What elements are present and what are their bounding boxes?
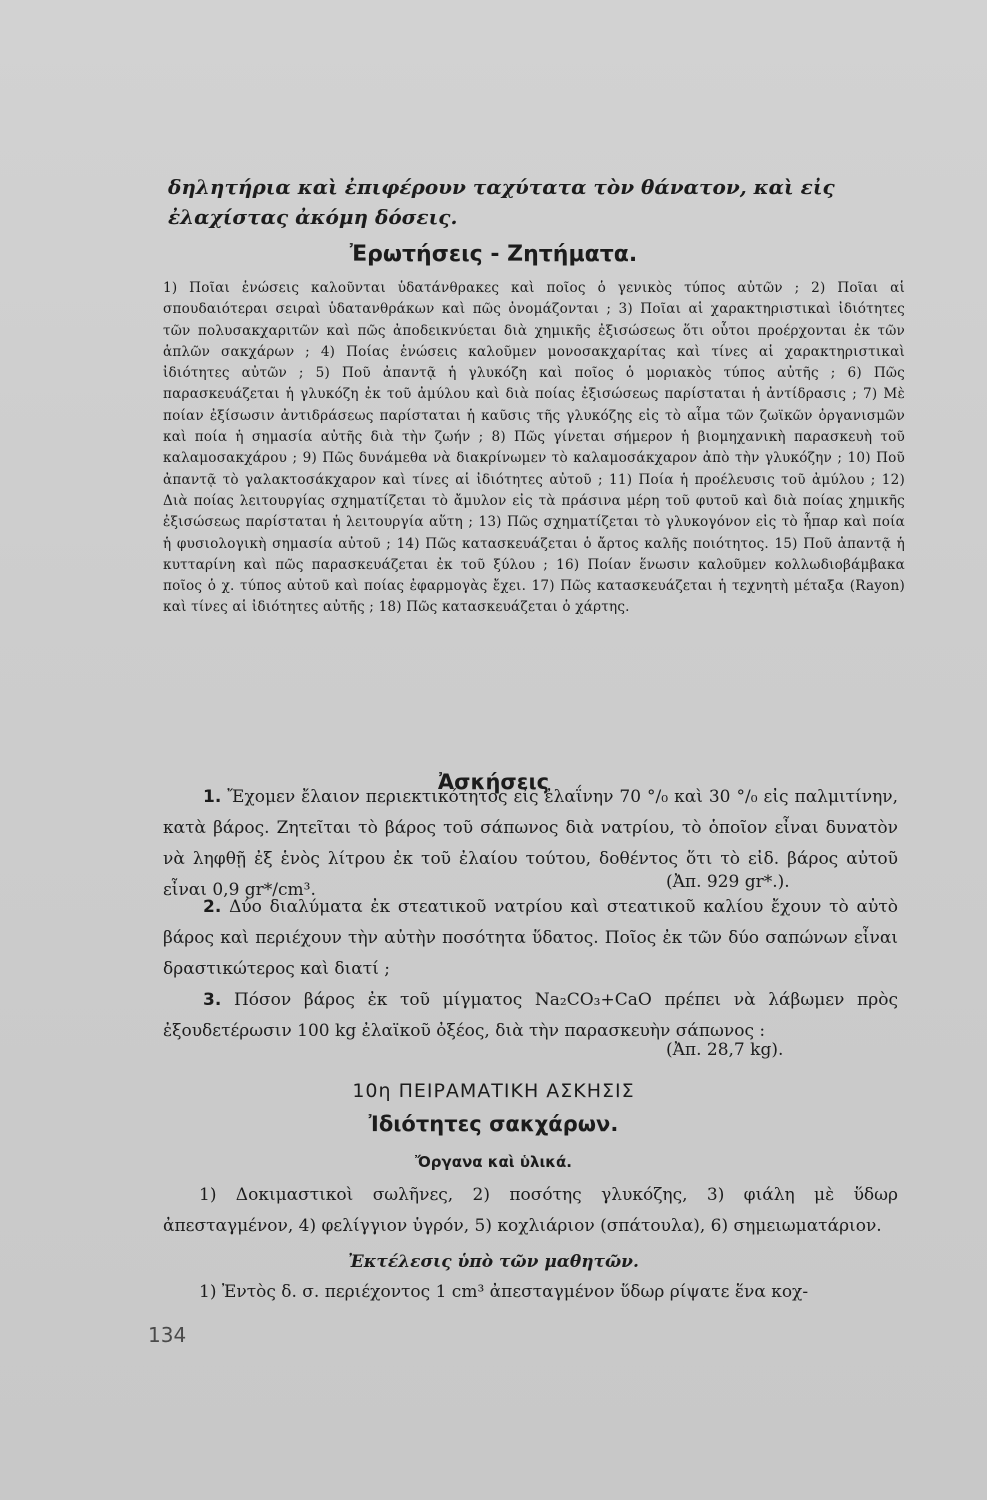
materials-heading: Ὄργανα καὶ ὑλικά. xyxy=(415,1153,572,1171)
questions-heading: Ἐρωτήσεις - Ζητήματα. xyxy=(349,242,638,267)
exercise-2 xyxy=(163,892,898,985)
exercise-number: 2. xyxy=(203,897,222,917)
lab-section-number: 10η ΠΕΙΡΑΜΑΤΙΚΗ ΑΣΚΗΣΙΣ xyxy=(352,1080,635,1102)
lab-title: Ἰδιότητες σακχάρων. xyxy=(368,1112,619,1136)
exercise-3 xyxy=(163,985,898,1047)
exercise-text: Δύο διαλύματα ἐκ στεατικοῦ νατρίου καὶ στεατικοῦ καλίου ἔχουν τὸ αὐτὸ βάρος καὶ περιέχουν τὴν αὐτὴν ποσότητα ὕδατος. Ποῖος ἐκ τῶν δύο σαπώνων εἶναι δραστικώτερος καὶ διατί ; xyxy=(163,897,898,979)
execution-text: 1) Ἐντὸς δ. σ. περιέχοντος 1 cm³ ἀπεσταγμένον ὕδωρ ρίψατε ἕνα κοχ- xyxy=(199,1282,809,1302)
questions-text: 1) Ποῖαι ἑνώσεις καλοῦνται ὑδατάνθρακες καὶ ποῖος ὁ γενικὸς τύπος αὐτῶν ; 2) Ποῖαι αἱ σπουδαιότεραι σειραὶ ὑδατανθράκων καὶ πῶς ὀνομάζονται ; 3) Ποῖαι αἱ χαρακτηριστικαὶ ἰδιότητες τῶν πολυσακχαριτῶν καὶ πῶς ἀποδεικνύεται διὰ χημικῆς ἐξισώσεως ὅτι οὗτοι προέρχονται ἐκ τῶν ἁπλῶν σακχάρων ; 4) Ποίας ἑνώσεις καλοῦμεν μονοσακχαρίτας καὶ τίνες αἱ χαρακτηριστικαὶ ἰδιότητες αὐτῶν ; 5) Ποῦ ἀπαντᾷ ἡ γλυκόζη καὶ ποῖος ὁ μοριακὸς τύπος αὐτῆς ; 6) Πῶς παρασκευάζεται ἡ γλυκόζη ἐκ τοῦ ἀμύλου καὶ διὰ ποίας ἐξισώσεως παρίσταται ἡ ἀντίδρασις ; 7) Μὲ ποίαν ἐξίσωσιν ἀντιδράσεως παρίσταται ἡ καῦσις τῆς γλυκόζης εἰς τὸ αἷμα τῶν ζωϊκῶν ὀργανισμῶν καὶ ποία ἡ σημασία αὐτῆς διὰ τὴν ζωήν ; 8) Πῶς γίνεται σήμερον ἡ βιομηχανικὴ παρασκευὴ τοῦ καλαμοσακχάρου ; 9) Πῶς δυνάμεθα νὰ διακρίνωμεν τὸ καλαμοσάκχαρον ἀπὸ τὴν γλυκόζην ; 10) Ποῦ ἀπαντᾷ τὸ γαλακτοσάκχαρον καὶ τίνες αἱ ἰδιότητες αὐτοῦ ; 11) Ποία ἡ προέλευσις τοῦ ἀμύλου ; 12) Διὰ ποίας λειτουργίας σχηματίζεται τὸ ἄμυλον εἰς τὰ πράσινα μέρη τοῦ φυτοῦ καὶ διὰ ποίας χημικῆς ἐξισώσεως παρίσταται ἡ λειτουργία αὕτη ; 13) Πῶς σχηματίζεται τὸ γλυκογόνον εἰς τὸ ἧπαρ καὶ ποία ἡ φυσιολογικὴ σημασία αὐτοῦ ; 14) Πῶς κατασκευάζεται ὁ ἄρτος καλῆς ποιότητος. 15) Ποῦ ἀπαντᾷ ἡ κυτταρίνη καὶ πῶς παρασκευάζεται ἐκ τοῦ ξύλου ; 16) Ποίαν ἕνωσιν καλοῦμεν κολλωδιοβάμβακα ποῖος ὁ χ. τύπος αὐτοῦ καὶ ποίας ἐφαρμογὰς ἔχει. 17) Πῶς κατασκευάζεται ἡ τεχνητὴ μέταξα (Rayon) καὶ τίνες αἱ ἰδιότητες αὐτῆς ; 18) Πῶς κατασκευάζεται ὁ χάρτης. xyxy=(163,280,905,616)
exercises-heading: Ἀσκήσεις xyxy=(437,770,550,794)
execution-heading: Ἐκτέλεσις ὑπὸ τῶν μαθητῶν. xyxy=(348,1252,639,1272)
exercise-text: Ἔχομεν ἔλαιον περιεκτικότητος εἰς ἐλαΐνην 70 °/₀ καὶ 30 °/₀ εἰς παλμιτίνην, κατὰ βάρος. Ζητεῖται τὸ βάρος τοῦ σάπωνος διὰ νατρίου, τὸ ὁποῖον εἶναι δυνατὸν νὰ ληφθῇ ἐξ ἑνὸς λίτρου ἐκ τοῦ ἐλαίου τούτου, δοθέντος ὅτι τὸ εἰδ. βάρος αὐτοῦ εἶναι 0,9 gr*/cm³. xyxy=(163,787,898,900)
exercise-text: Πόσον βάρος ἐκ τοῦ μίγματος Na₂CO₃+CaO πρέπει νὰ λάβωμεν πρὸς ἐξουδετέρωσιν 100 kg ἐλαϊκοῦ ὀξέος, διὰ τὴν παρασκευὴν σάπωνος : xyxy=(163,990,898,1041)
exercise-3-answer: (Ἀπ. 28,7 kg). xyxy=(666,1040,784,1060)
exercise-number: 1. xyxy=(203,787,222,807)
page-number: 134 xyxy=(148,1323,187,1347)
intro-text: δηλητήρια καὶ ἐπιφέρουν ταχύτατα τὸν θάνατον, καὶ εἰς ἐλαχίστας ἀκόμη δόσεις. xyxy=(168,175,835,229)
exercise-number: 3. xyxy=(203,990,222,1010)
exercise-1-answer: (Ἀπ. 929 gr*.). xyxy=(666,872,790,892)
materials-text: 1) Δοκιμαστικοὶ σωλῆνες, 2) ποσότης γλυκόζης, 3) φιάλη μὲ ὕδωρ ἀπεσταγμένον, 4) φελίγγιον ὑγρόν, 5) κοχλιάριον (σπάτουλα), 6) σημειωματάριον. xyxy=(163,1185,898,1236)
